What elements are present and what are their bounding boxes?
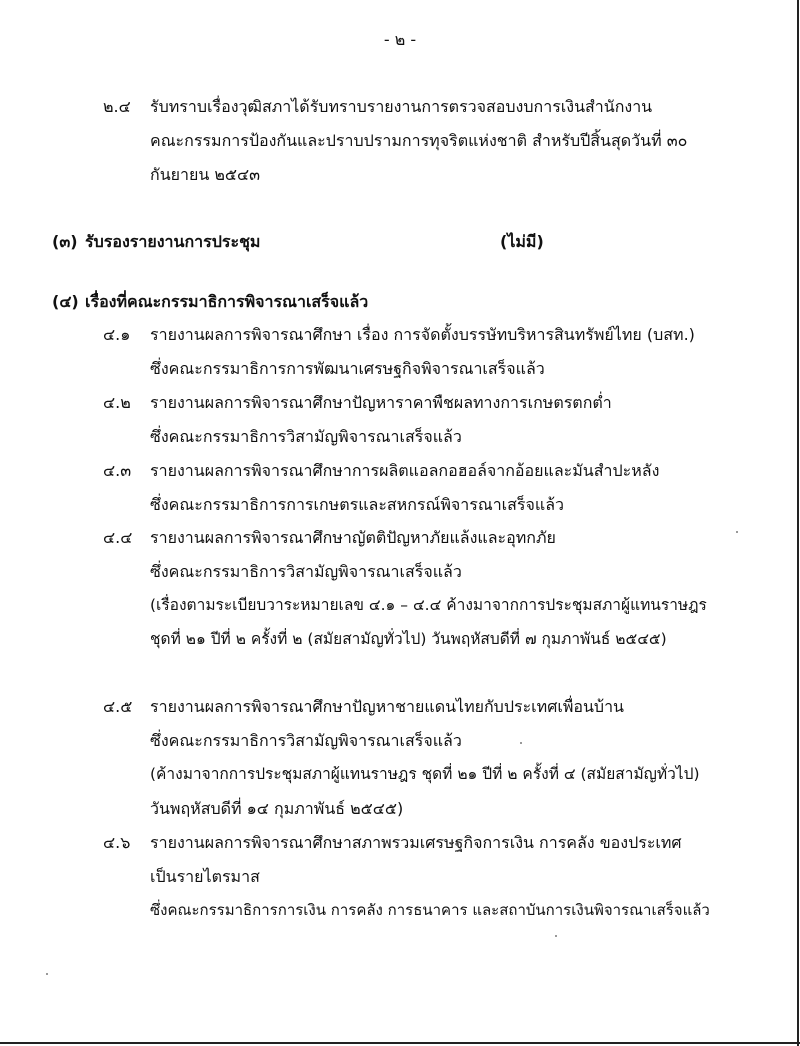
page-border-right — [797, 0, 799, 1046]
item-number: ๔.๔ — [103, 528, 133, 547]
section-title: เรื่องที่คณะกรรมาธิการพิจารณาเสร็จแล้ว — [85, 292, 369, 311]
page-number: - ๒ - — [383, 30, 417, 49]
item-note-line: (เรื่องตามระเบียบวาระหมายเลข ๔.๑ – ๔.๔ ค้างมาจากการประชุมสภาผู้แทนราษฎร — [150, 596, 707, 614]
item-text-line: ซึ่งคณะกรรมาธิการวิสามัญพิจารณาเสร็จแล้ว — [150, 731, 462, 750]
item-number: ๔.๓ — [103, 461, 132, 480]
item-text-line: กันยายน ๒๕๔๓ — [150, 165, 261, 184]
scan-speck — [736, 531, 738, 533]
item-text-line: ซึ่งคณะกรรมาธิการวิสามัญพิจารณาเสร็จแล้ว — [150, 562, 462, 581]
item-text-line: รายงานผลการพิจารณาศึกษาญัตติปัญหาภัยแล้งและอุทกภัย — [150, 528, 556, 547]
item-number: ๔.๑ — [103, 325, 131, 344]
item-text-line: รายงานผลการพิจารณาศึกษาปัญหาชายแดนไทยกับประเทศเพื่อนบ้าน — [150, 697, 624, 716]
item-text-line: ซึ่งคณะกรรมาธิการการเกษตรและสหกรณ์พิจารณาเสร็จแล้ว — [150, 495, 564, 514]
item-text-line: รายงานผลการพิจารณาศึกษาปัญหาราคาพืชผลทางการเกษตรตกต่ำ — [150, 393, 612, 412]
item-number: ๔.๖ — [103, 833, 131, 852]
item-text-line: รายงานผลการพิจารณาศึกษาการผลิตแอลกอฮอล์จากอ้อยและมันสำปะหลัง — [150, 461, 660, 480]
item-text-line: ซึ่งคณะกรรมาธิการวิสามัญพิจารณาเสร็จแล้ว — [150, 427, 462, 446]
item-text-line: รายงานผลการพิจารณาศึกษาสภาพรวมเศรษฐกิจการเงิน การคลัง ของประเทศ — [150, 833, 682, 852]
section-number: (๓) — [52, 232, 78, 251]
item-text-line: ซึ่งคณะกรรมาธิการการพัฒนาเศรษฐกิจพิจารณาเสร็จแล้ว — [150, 359, 545, 378]
item-number: ๒.๔ — [103, 97, 131, 116]
item-number: ๔.๕ — [103, 697, 133, 716]
item-number: ๔.๒ — [103, 393, 131, 412]
item-text-line: คณะกรรมการป้องกันและปราบปรามการทุจริตแห่งชาติ สำหรับปีสิ้นสุดวันที่ ๓๐ — [150, 131, 688, 150]
scan-speck — [520, 742, 522, 744]
item-text-line: รายงานผลการพิจารณาศึกษา เรื่อง การจัดตั้งบรรษัทบริหารสินทรัพย์ไทย (บสท.) — [150, 325, 695, 344]
section-number: (๔) — [52, 292, 79, 311]
item-text-line: เป็นรายไตรมาส — [150, 867, 260, 886]
page-border-bottom — [0, 1042, 800, 1044]
item-note-line: วันพฤหัสบดีที่ ๑๔ กุมภาพันธ์ ๒๕๔๕) — [150, 799, 404, 818]
section-title: รับรองรายงานการประชุม — [85, 232, 261, 251]
scan-speck — [555, 935, 557, 937]
section-note: (ไม่มี) — [500, 232, 544, 251]
scan-speck — [46, 973, 48, 975]
item-text-line: ซึ่งคณะกรรมาธิการการเงิน การคลัง การธนาคาร และสถาบันการเงินพิจารณาเสร็จแล้ว — [150, 901, 710, 919]
item-text-line: รับทราบเรื่องวุฒิสภาได้รับทราบรายงานการตรวจสอบงบการเงินสำนักงาน — [150, 97, 653, 116]
item-note-line: (ค้างมาจากการประชุมสภาผู้แทนราษฎร ชุดที่ ๒๑ ปีที่ ๒ ครั้งที่ ๔ (สมัยสามัญทั่วไป) — [150, 765, 700, 783]
item-note-line: ชุดที่ ๒๑ ปีที่ ๒ ครั้งที่ ๒ (สมัยสามัญทั่วไป) วันพฤหัสบดีที่ ๗ กุมภาพันธ์ ๒๕๔๕) — [150, 630, 667, 648]
